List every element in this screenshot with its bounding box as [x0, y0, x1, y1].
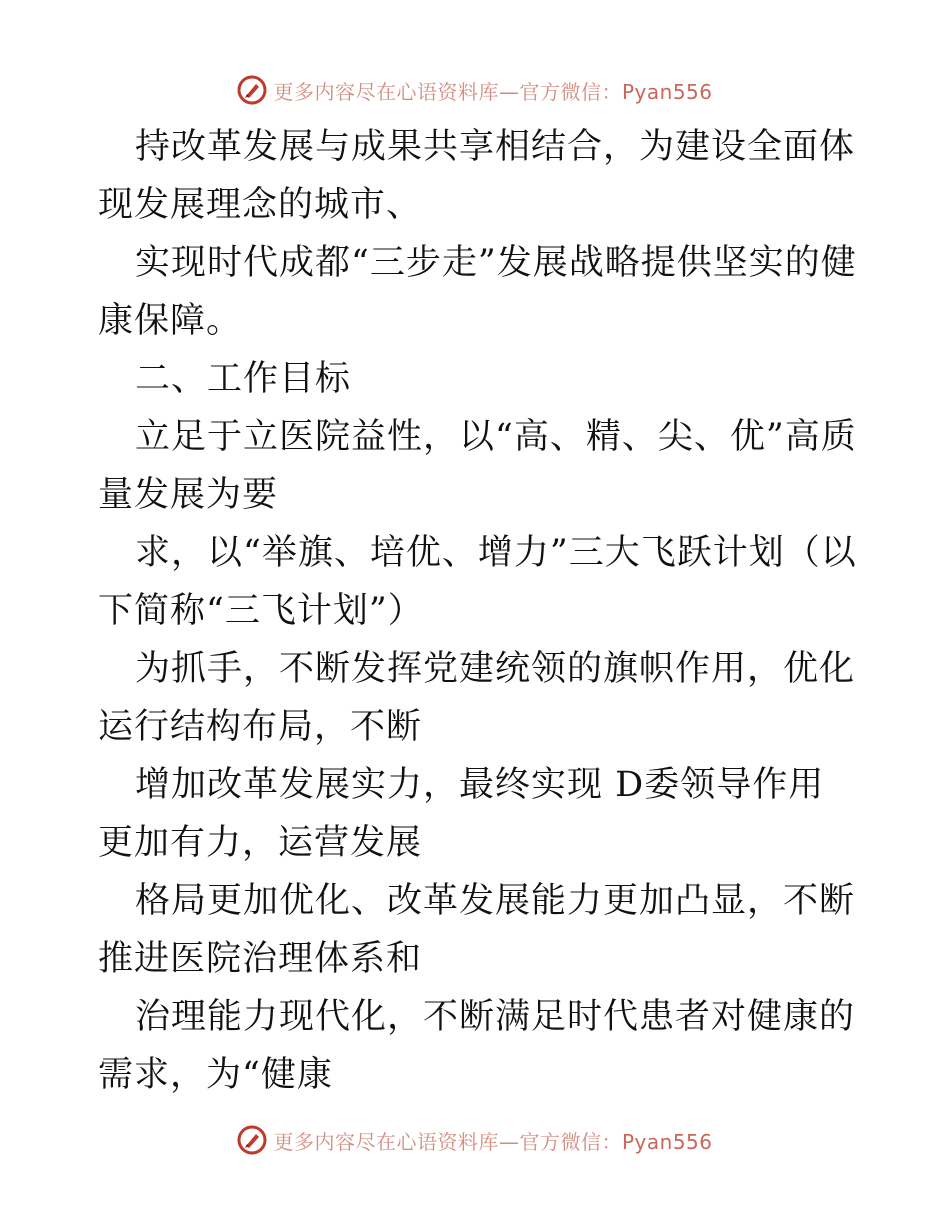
footer-banner-text [273, 1126, 712, 1155]
header-watermark-banner [0, 70, 950, 110]
section-heading: 二、工作目标 [135, 359, 352, 399]
paragraph-1: 持改革发展与成果共享相结合，为建设全面体现发展理念的城市、 [98, 127, 856, 225]
paragraph-6: 增加改革发展实力，最终实现 D委领导作用更加有力，运营发展 [98, 765, 825, 863]
pen-logo-icon [237, 1125, 267, 1155]
header-banner-id: Pyan556 [621, 79, 713, 104]
pen-logo-icon [237, 75, 267, 105]
footer-banner-id: Pyan556 [621, 1129, 713, 1154]
header-banner-label: 更多内容尽在心语资料库—官方微信： [273, 79, 622, 104]
paragraph-3: 立足于立医院益性，以“高、精、尖、优”高质量发展为要 [98, 417, 857, 515]
paragraph-8: 治理能力现代化，不断满足时代患者对健康的需求，为“健康 [98, 997, 856, 1095]
paragraph-5: 为抓手，不断发挥党建统领的旗帜作用，优化运行结构布局，不断 [98, 649, 856, 747]
paragraph-7: 格局更加优化、改革发展能力更加凸显，不断推进医院治理体系和 [98, 881, 856, 979]
footer-banner-label: 更多内容尽在心语资料库—官方微信： [273, 1129, 622, 1154]
paragraph-4: 求，以“举旗、培优、增力”三大飞跃计划（以下简称“三飞计划”） [98, 533, 857, 631]
document-body [98, 118, 858, 1104]
header-banner-text [273, 76, 712, 105]
footer-watermark-banner [0, 1120, 950, 1160]
paragraph-2: 实现时代成都“三步走”发展战略提供坚实的健康保障。 [98, 243, 857, 341]
